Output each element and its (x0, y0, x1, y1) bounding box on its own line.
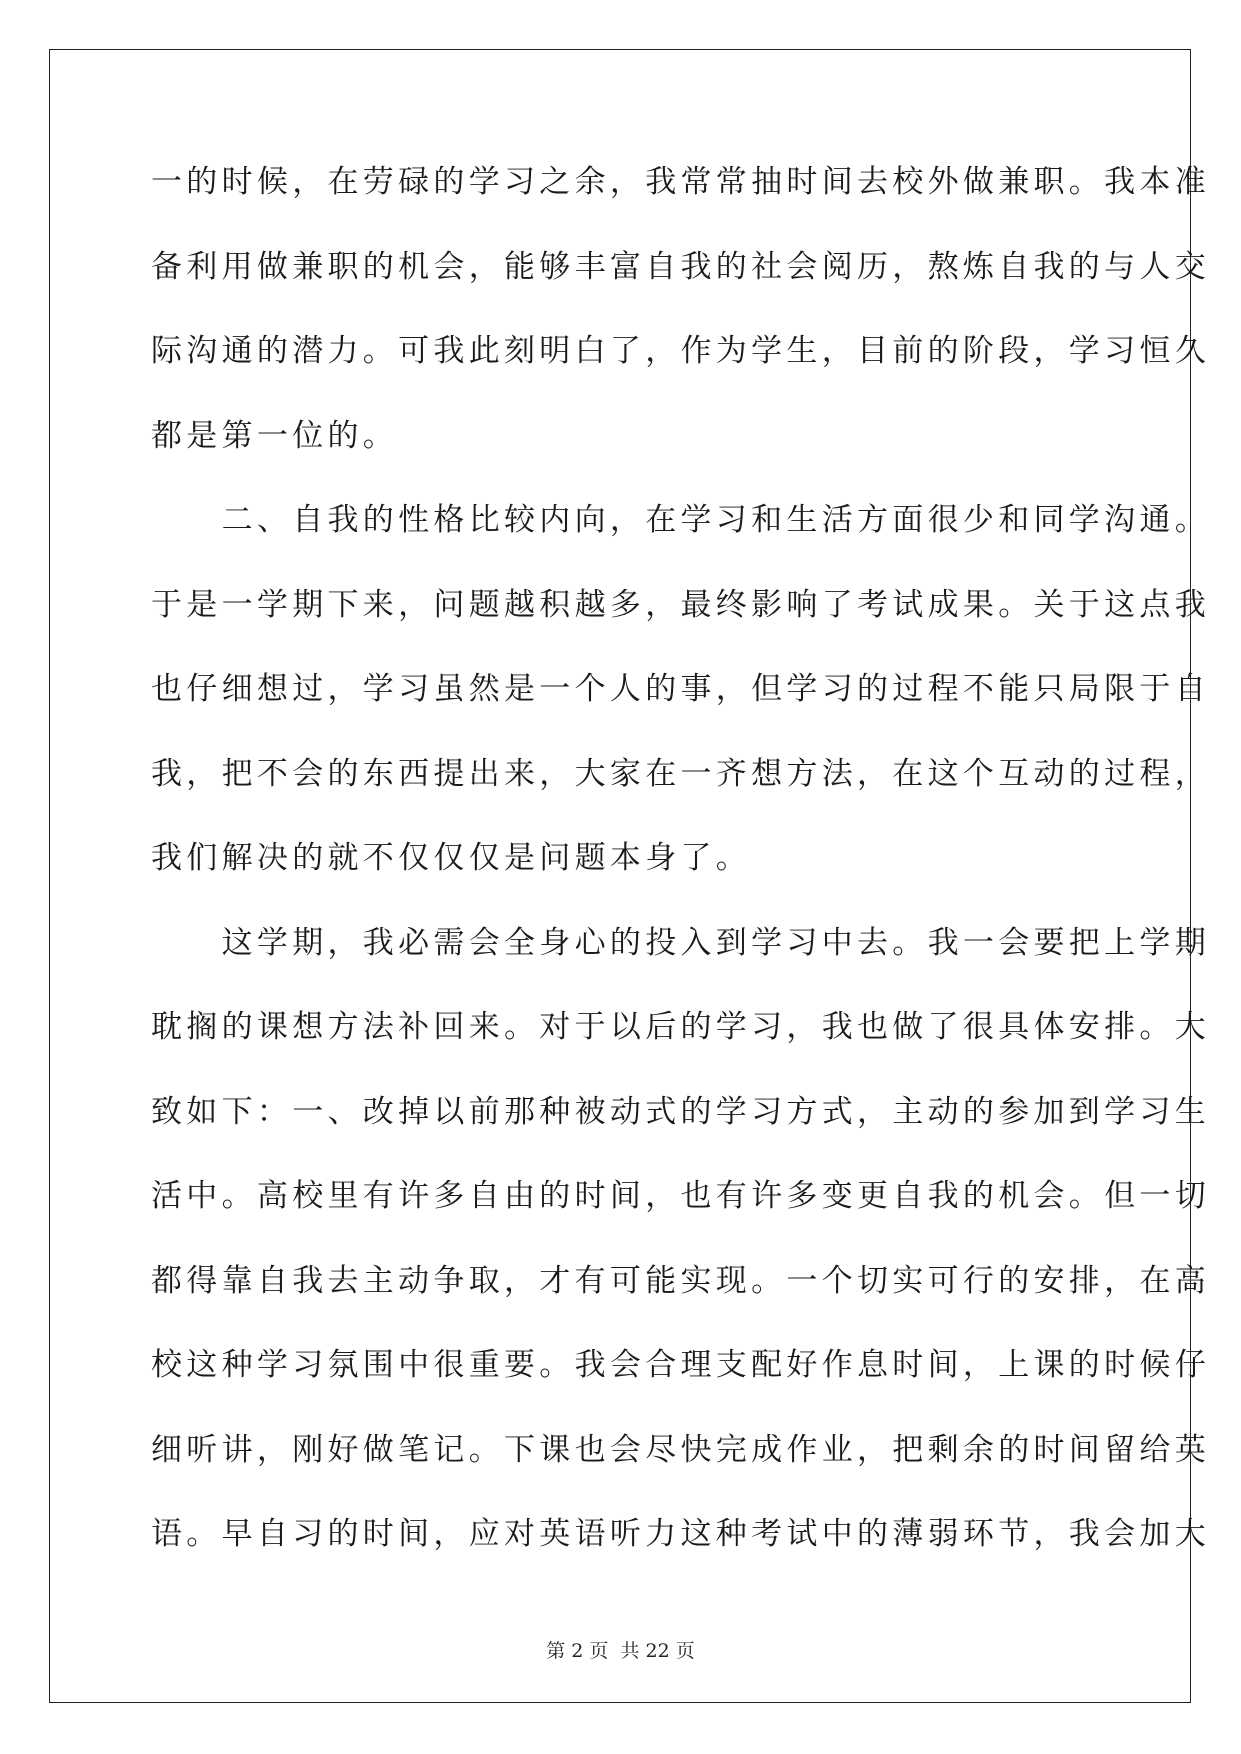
document-body (151, 158, 1210, 1595)
body-line: 语。早自习的时间，应对英语听力这种考试中的薄弱环节，我会加大 (151, 1516, 1210, 1552)
page-number: 第 2 页 (546, 1640, 609, 1662)
body-line: 校这种学习氛围中很重要。我会合理支配好作息时间，上课的时候仔 (151, 1347, 1210, 1383)
body-line: 备利用做兼职的机会，能够丰富自我的社会阅历，熬炼自我的与人交 (151, 248, 1210, 285)
body-line: 二、自我的性格比较内向，在学习和生活方面很少和同学沟通。 (151, 502, 1210, 538)
body-line: 活中。高校里有许多自由的时间，也有许多变更自我的机会。但一切 (151, 1178, 1210, 1214)
body-line: 这学期，我必需会全身心的投入到学习中去。我一会要把上学期 (151, 924, 1210, 961)
body-line: 际沟通的潜力。可我此刻明白了，作为学生，目前的阶段，学习恒久 (151, 333, 1210, 369)
page-footer (0, 1636, 1241, 1663)
body-line: 一的时候，在劳碌的学习之余，我常常抽时间去校外做兼职。我本准 (151, 164, 1210, 200)
body-line: 耽搁的课想方法补回来。对于以后的学习，我也做了很具体安排。大 (151, 1009, 1210, 1045)
body-line: 于是一学期下来，问题越积越多，最终影响了考试成果。关于这点我 (151, 586, 1210, 623)
body-line: 致如下：一、改掉以前那种被动式的学习方式，主动的参加到学习生 (151, 1093, 1210, 1130)
body-line: 也仔细想过，学习虽然是一个人的事，但学习的过程不能只局限于自 (151, 671, 1210, 707)
page-total: 共 22 页 (620, 1640, 695, 1662)
body-line: 我们解决的就不仅仅仅是问题本身了。 (151, 840, 752, 876)
body-line: 细听讲，刚好做笔记。下课也会尽快完成作业，把剩余的时间留给英 (151, 1431, 1210, 1468)
body-line: 我，把不会的东西提出来，大家在一齐想方法，在这个互动的过程， (151, 755, 1210, 792)
body-line: 都是第一位的。 (151, 417, 399, 454)
body-line: 都得靠自我去主动争取，才有可能实现。一个切实可行的安排，在高 (151, 1262, 1210, 1299)
